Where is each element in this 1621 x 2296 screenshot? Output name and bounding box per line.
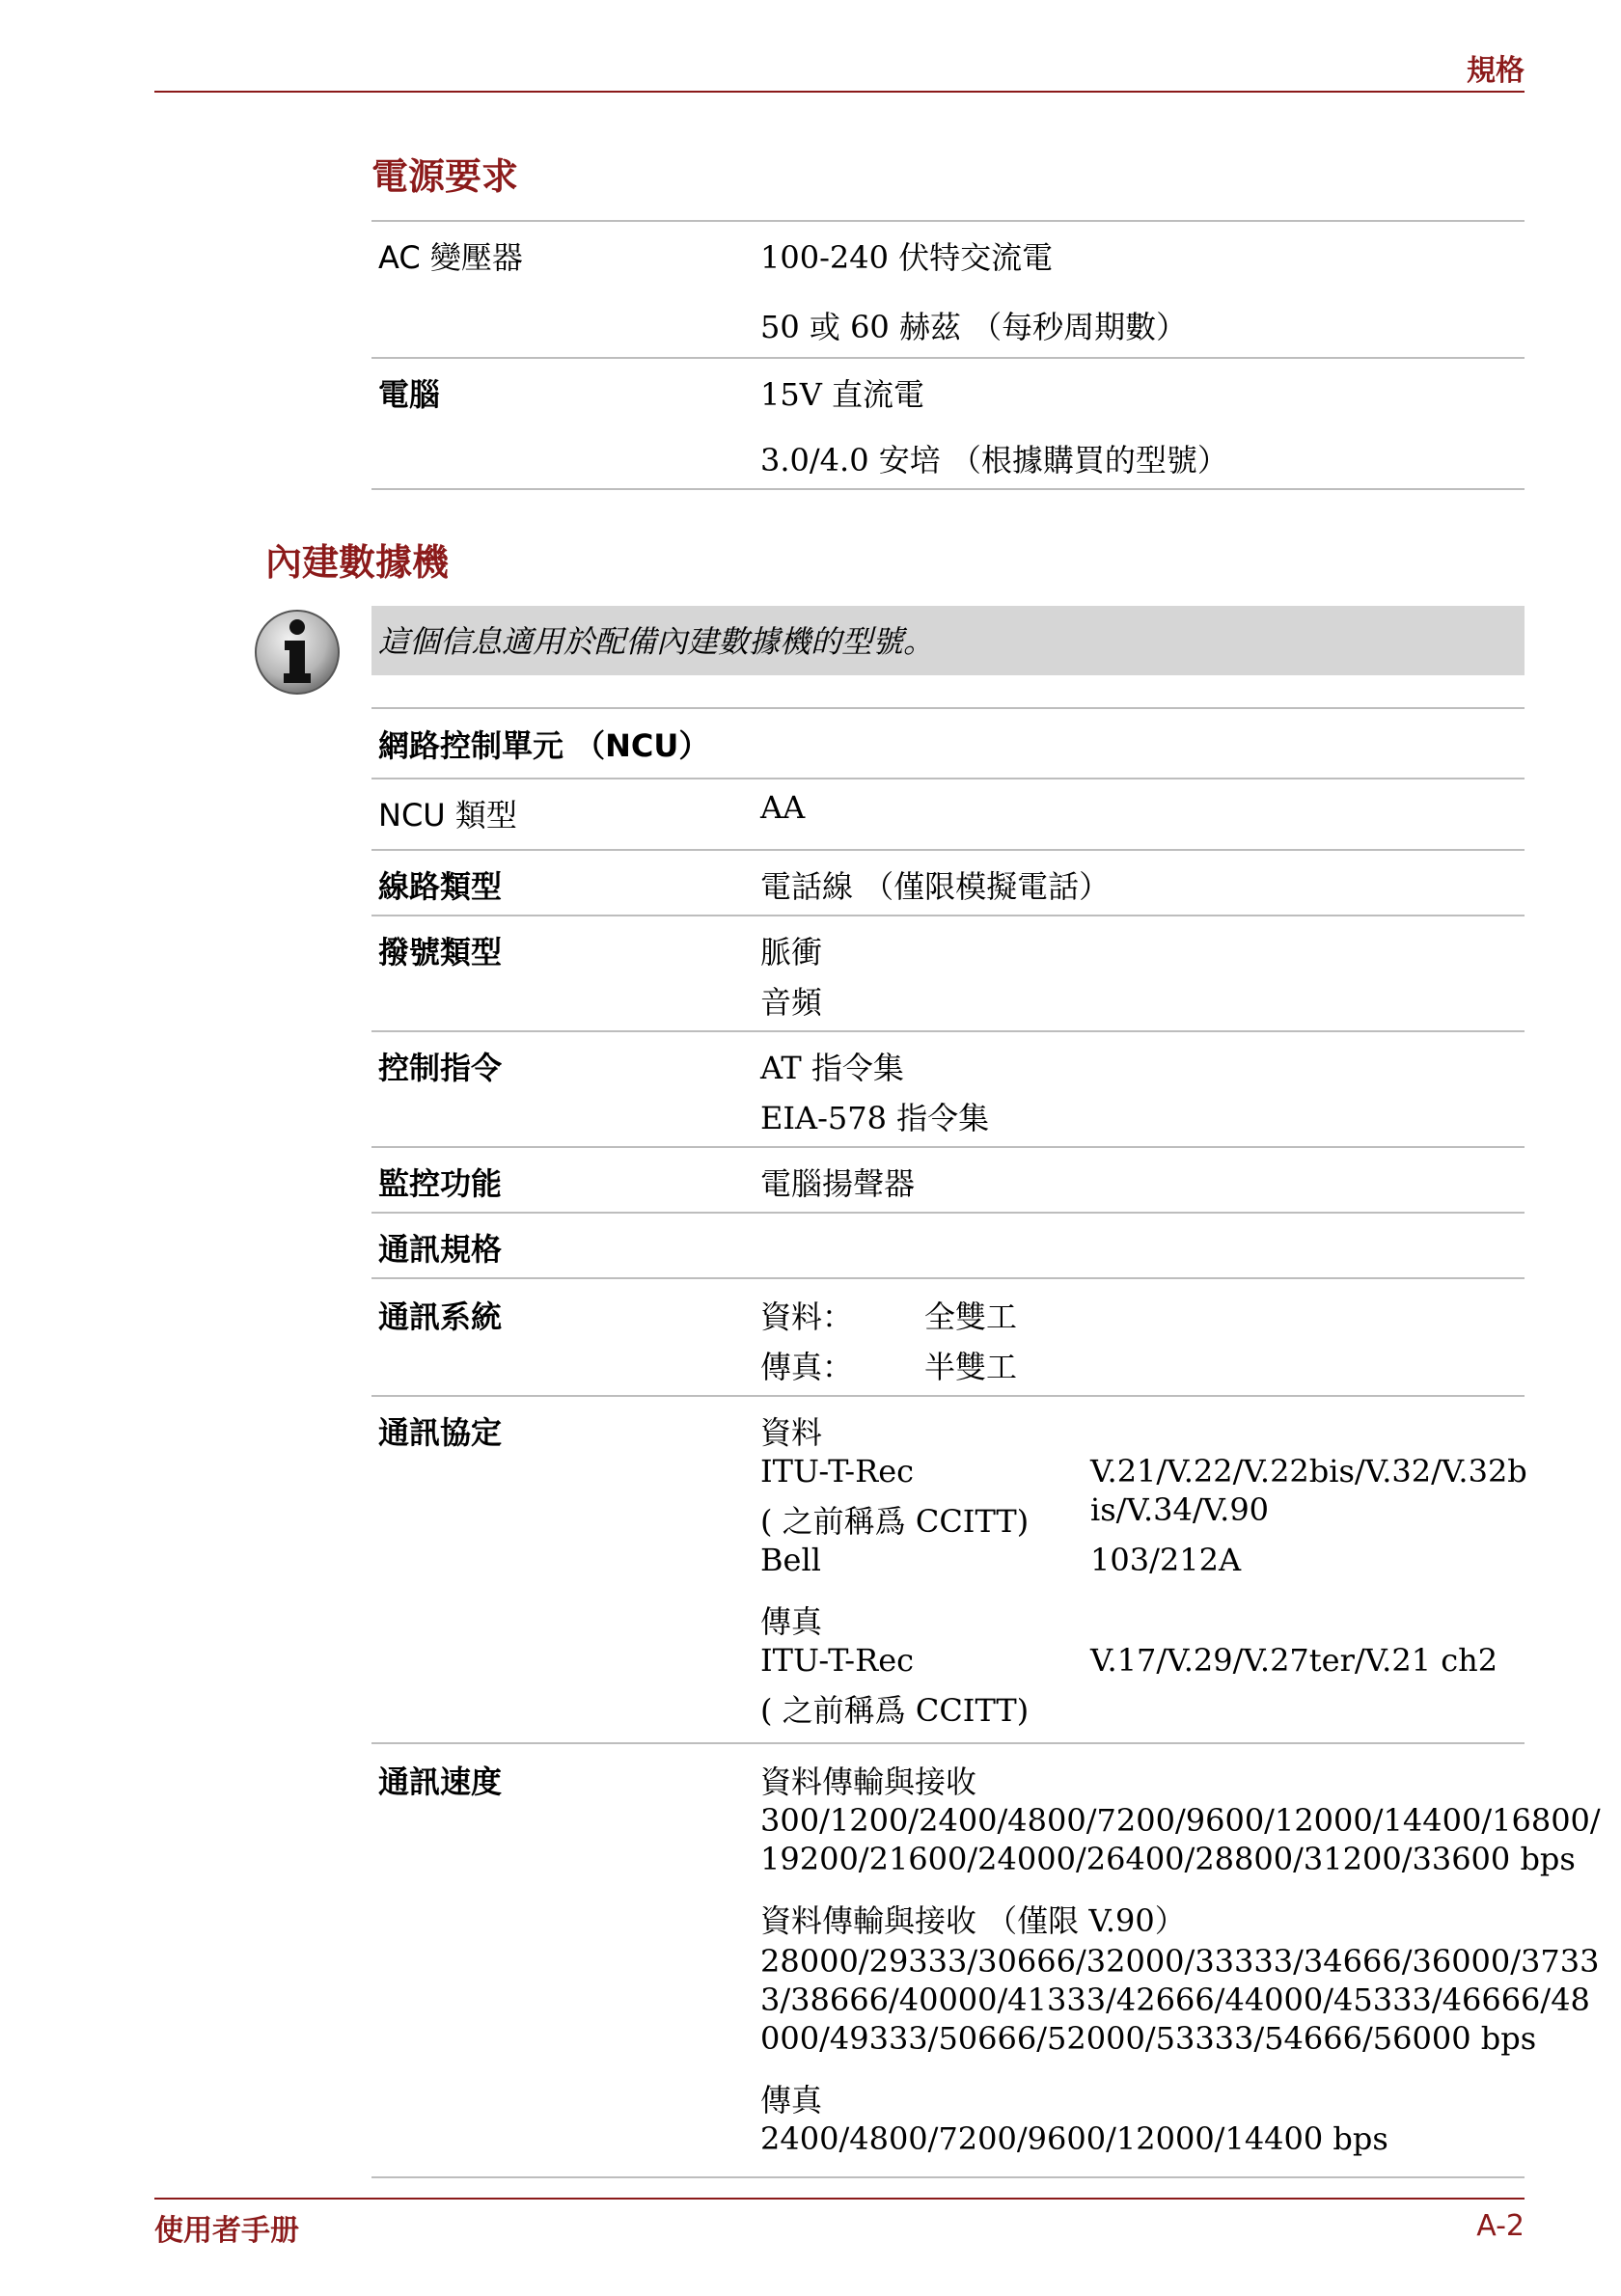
footer-manual-title: 使用者手册: [154, 2214, 299, 2248]
protocol-bell-value: 103/212A: [1090, 1542, 1242, 1578]
ac-adapter-value-2: 50 或 60 赫茲 （每秒周期數）: [760, 309, 1188, 345]
speed-line-2a: 28000/29333/30666/32000/33333/34666/36000/3733: [760, 1943, 1600, 1980]
monitor-label: 監控功能: [378, 1165, 503, 1202]
comm-speed-label: 通訊速度: [378, 1763, 503, 1800]
table-rule: [371, 1395, 1525, 1397]
note-text: 這個信息適用於配備內建數據機的型號。: [378, 623, 935, 660]
table-rule: [371, 1146, 1525, 1148]
computer-label: 電腦: [378, 376, 441, 413]
speed-line-3: 2400/4800/7200/9600/12000/14400 bps: [760, 2120, 1388, 2157]
header-rule: [154, 91, 1525, 93]
footer-rule: [154, 2198, 1525, 2200]
protocol-bell-name: Bell: [760, 1542, 821, 1578]
modem-section-title: 內建數據機: [265, 541, 450, 584]
computer-value-2: 3.0/4.0 安培 （根據購買的型號）: [760, 442, 1228, 478]
ncu-type-value: AA: [760, 789, 806, 826]
speed-heading-1: 資料傳輸與接收: [760, 1763, 977, 1800]
ac-adapter-label: AC 變壓器: [378, 239, 523, 276]
dial-type-value-1: 脈衝: [760, 934, 823, 970]
speed-heading-2: 資料傳輸與接收 （僅限 V.90）: [760, 1902, 1186, 1939]
protocol-fax-itu-note: ( 之前稱爲 CCITT): [760, 1692, 1030, 1729]
header-section-label: 規格: [1467, 54, 1525, 88]
computer-value-1: 15V 直流電: [760, 376, 925, 413]
comm-system-data-value: 全雙工: [924, 1298, 1018, 1335]
line-type-value: 電話線 （僅限模擬電話）: [760, 868, 1111, 905]
protocol-data-itu-value-2: is/V.34/V.90: [1090, 1491, 1270, 1528]
protocol-data-itu-value-1: V.21/V.22/V.22bis/V.32/V.32b: [1090, 1453, 1527, 1490]
comm-system-data-name: 資料：: [760, 1298, 854, 1335]
power-section-title: 電源要求: [371, 155, 519, 198]
comm-system-fax-name: 傳真：: [760, 1349, 854, 1385]
table-rule: [371, 849, 1525, 851]
monitor-value: 電腦揚聲器: [760, 1165, 916, 1202]
table-rule: [371, 778, 1525, 779]
table-rule: [371, 707, 1525, 709]
table-rule: [371, 2176, 1525, 2178]
protocol-fax-itu-name: ITU-T-Rec: [760, 1642, 915, 1679]
table-rule: [371, 1742, 1525, 1744]
speed-heading-3: 傳真: [760, 2082, 823, 2118]
table-rule: [371, 1212, 1525, 1214]
speed-line-1a: 300/1200/2400/4800/7200/9600/12000/14400/16800/: [760, 1802, 1601, 1839]
speed-line-2b: 3/38666/40000/41333/42666/44000/45333/46666/48: [760, 1982, 1590, 2018]
ncu-heading: 網路控制單元 （NCU）: [378, 727, 710, 764]
table-rule: [371, 1030, 1525, 1032]
table-rule: [371, 220, 1525, 222]
comm-system-label: 通訊系統: [378, 1298, 503, 1335]
control-label: 控制指令: [378, 1050, 503, 1086]
protocol-data-itu-name: ITU-T-Rec: [760, 1453, 915, 1490]
dial-type-value-2: 音頻: [760, 984, 823, 1021]
speed-line-1b: 19200/21600/24000/26400/28800/31200/33600 bps: [760, 1841, 1576, 1877]
ncu-type-label: NCU 類型: [378, 797, 517, 834]
dial-type-label: 撥號類型: [378, 934, 503, 970]
table-rule: [371, 488, 1525, 490]
table-rule: [371, 357, 1525, 359]
comm-protocol-label: 通訊協定: [378, 1414, 503, 1451]
speed-line-2c: 000/49333/50666/52000/53333/54666/56000 bps: [760, 2020, 1537, 2057]
comm-system-fax-value: 半雙工: [924, 1349, 1018, 1385]
protocol-fax-heading: 傳真: [760, 1603, 823, 1640]
protocol-fax-itu-value: V.17/V.29/V.27ter/V.21 ch2: [1090, 1642, 1498, 1679]
comm-spec-label: 通訊規格: [378, 1231, 503, 1268]
ac-adapter-value-1: 100-240 伏特交流電: [760, 239, 1054, 276]
table-rule: [371, 915, 1525, 916]
footer-page-number: A-2: [1476, 2209, 1525, 2243]
table-rule: [371, 1277, 1525, 1279]
control-value-2: EIA-578 指令集: [760, 1100, 990, 1136]
protocol-data-itu-note: ( 之前稱爲 CCITT): [760, 1503, 1030, 1540]
control-value-1: AT 指令集: [760, 1050, 904, 1086]
protocol-data-heading: 資料: [760, 1414, 823, 1451]
line-type-label: 線路類型: [378, 868, 503, 905]
info-icon: [253, 608, 342, 697]
